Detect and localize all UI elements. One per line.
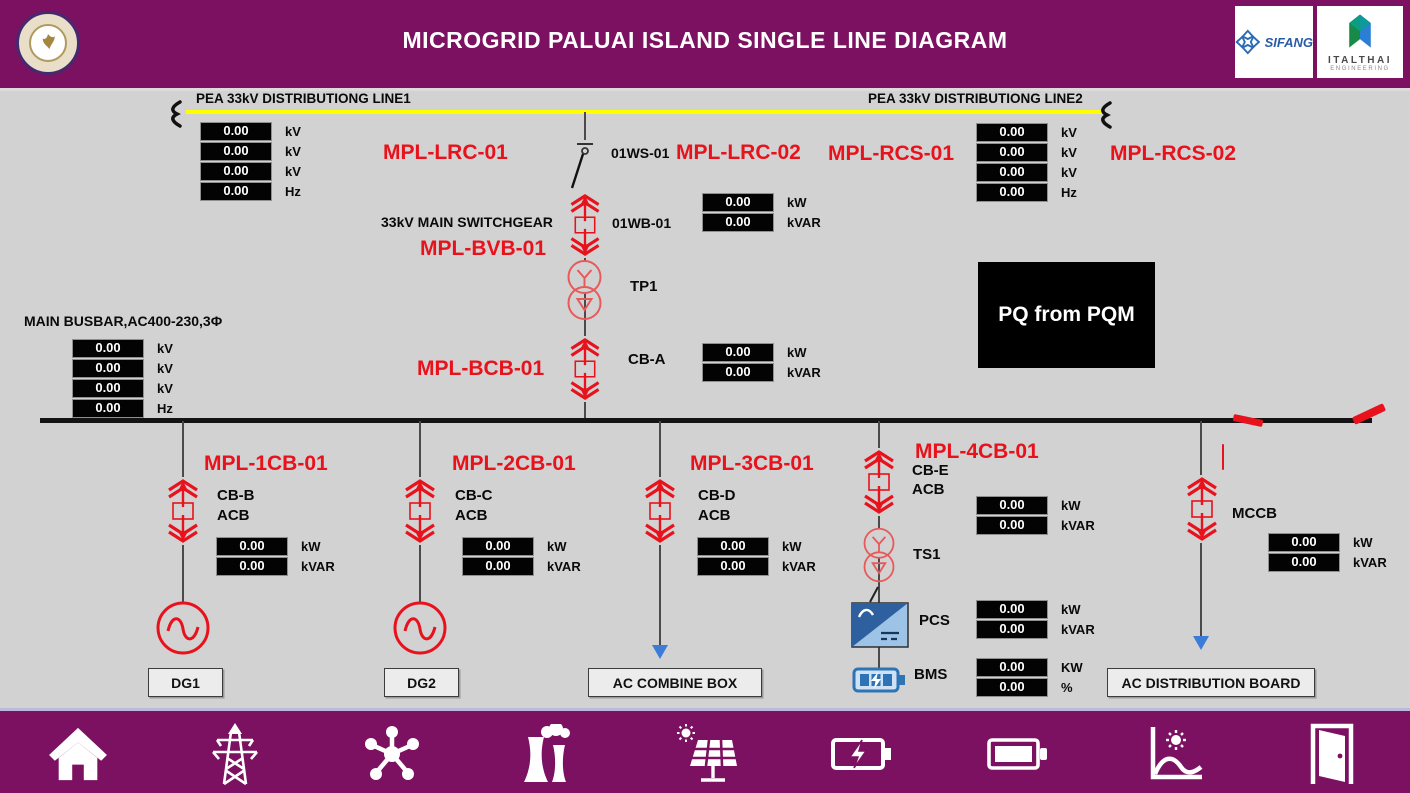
main-busbar [40,418,1372,423]
meter-unit: kV [1061,125,1077,140]
meter-row [976,164,1077,181]
meter-unit: kV [1061,165,1077,180]
meter-row [702,194,821,211]
breaker-cb-c-label: CB-C [455,487,493,504]
breaker-mccb[interactable] [1184,475,1220,543]
tag-mpl-2cb-01: MPL-2CB-01 [452,452,576,475]
exit-door-icon [1306,723,1358,785]
meter-row [976,497,1095,514]
generator-dg2[interactable] [392,600,448,656]
pea-line1-label: PEA 33kV DISTRIBUTIONG LINE1 [196,91,411,106]
meter-unit: kW [1353,535,1373,550]
solar-panel-icon [673,723,737,785]
disconnector-01ws-01[interactable] [566,140,604,192]
breaker-cb-a[interactable] [567,336,603,402]
meter-row [976,144,1077,161]
meter-row [462,538,581,555]
breaker-cb-b-label: CB-B [217,487,255,504]
header-bar [0,0,1410,91]
meter-row [976,517,1095,534]
meter-unit: Hz [157,401,173,416]
meter-value: 0.00 [462,557,534,576]
transmission-tower-icon [210,722,260,786]
tag-mpl-lrc-01: MPL-LRC-01 [383,141,508,164]
pcs-meters [976,601,1095,638]
busbar-meters [72,340,173,417]
meter-value: 0.00 [697,537,769,556]
meter-row [1268,534,1387,551]
meter-unit: kVAR [547,559,581,574]
meter-row [697,558,816,575]
meter-value: 0.00 [976,123,1048,142]
meter-value: 0.00 [702,363,774,382]
meter-value: 0.00 [200,142,272,161]
meter-value: 0.00 [976,496,1048,515]
meter-value: 0.00 [72,359,144,378]
feeder3-arrow [652,645,668,659]
meter-unit: kW [1061,602,1081,617]
breaker-cb-b-type: ACB [217,507,250,524]
meter-unit: kW [782,539,802,554]
meter-value: 0.00 [976,516,1048,535]
pea-33kv-busbar [186,110,1104,114]
meter-unit: kVAR [787,215,821,230]
meter-unit: kV [157,361,173,376]
meter-value: 0.00 [1268,553,1340,572]
nav-network[interactable] [349,718,435,790]
meter-value: 0.00 [702,213,774,232]
tag-mpl-lrc-02: MPL-LRC-02 [676,141,801,164]
meter-row [216,558,335,575]
meter-unit: kVAR [301,559,335,574]
meter-value: 0.00 [72,399,144,418]
meter-value: 0.00 [976,163,1048,182]
breaker-cb-d[interactable] [642,477,678,545]
meter-row [702,214,821,231]
breaker-cb-d-type: ACB [698,507,731,524]
meter-value: 0.00 [702,343,774,362]
meter-row [200,123,301,140]
bottom-nav-bar [0,708,1410,793]
transformer-ts1[interactable] [860,526,898,584]
page-title: MICROGRID PALUAI ISLAND SINGLE LINE DIAGRAM [402,27,1008,53]
italthai-label: ITALTHAI [1327,54,1393,66]
meter-unit: kW [787,195,807,210]
nav-battery-charging[interactable] [819,718,905,790]
meter-row [200,183,301,200]
tag-mpl-bvb-01: MPL-BVB-01 [420,237,547,260]
meter-row [216,538,335,555]
battery-charging-icon [831,732,893,776]
nav-power-plant[interactable] [505,718,591,790]
home-icon [47,726,109,782]
meter-value: 0.00 [976,600,1048,619]
terminal-ac-combine-box: AC COMBINE BOX [588,668,762,697]
generator-dg1[interactable] [155,600,211,656]
pq-from-pqm-box: PQ from PQM [978,262,1155,368]
meter-unit: kW [547,539,567,554]
feeder3-meters [697,538,816,575]
meter-value: 0.00 [216,537,288,556]
meter-unit: kW [787,345,807,360]
italthai-mark-icon [1343,13,1377,53]
line2-meters [976,124,1077,201]
nav-solar[interactable] [662,718,748,790]
busbar-red-mark-1 [1233,414,1264,427]
nav-exit[interactable] [1289,718,1375,790]
main-busbar-label: MAIN BUSBAR,AC400-230,3Φ [24,313,223,329]
pea-line2-label: PEA 33kV DISTRIBUTIONG LINE2 [868,91,1083,106]
meter-row [1268,554,1387,571]
sifang-label: SIFANG [1264,34,1313,50]
meter-unit: kVAR [782,559,816,574]
busbar-red-tick [1222,444,1224,470]
italthai-logo [1317,6,1403,78]
meter-row [976,124,1077,141]
meter-row [72,380,173,397]
meter-row [702,344,821,361]
feeder1-meters [216,538,335,575]
breaker-01wb-01[interactable] [567,192,603,258]
switchgear-label: 33kV MAIN SWITCHGEAR [381,214,553,230]
meter-row [200,163,301,180]
meter-value: 0.00 [72,379,144,398]
meter-value: 0.00 [976,678,1048,697]
meter-value: 0.00 [200,162,272,181]
transformer-ts1-label: TS1 [913,546,941,563]
transformer-tp1[interactable] [562,258,607,322]
nav-pv-forecast[interactable] [1132,718,1218,790]
meter-unit: kW [1061,498,1081,513]
bms-label: BMS [914,666,948,683]
line1-meters [200,123,301,200]
meter-value: 0.00 [216,557,288,576]
meter-value: 0.00 [976,183,1048,202]
line-break-symbol-right [1098,101,1114,129]
forecast-chart-icon [1145,725,1205,783]
meter-value: 0.00 [976,658,1048,677]
feeder5-meters [1268,534,1387,571]
meter-row [976,184,1077,201]
transformer-tp1-label: TP1 [630,278,658,295]
meter-value: 0.00 [702,193,774,212]
meter-unit: kW [301,539,321,554]
meter-unit: kV [285,164,301,179]
bms-meters [976,659,1083,696]
meter-unit: Hz [285,184,301,199]
terminal-dg2: DG2 [384,668,459,697]
feeder5-arrow [1193,636,1209,650]
pcs-label: PCS [919,612,950,629]
meter-unit: kV [157,381,173,396]
meter-unit: KW [1061,660,1083,675]
meter-unit: kVAR [1061,622,1095,637]
breaker-cb-c-type: ACB [455,507,488,524]
cbe-meters [976,497,1095,534]
tag-mpl-rcs-01: MPL-RCS-01 [828,142,955,165]
meter-value: 0.00 [200,182,272,201]
sifang-diamond-icon [1235,29,1261,55]
meter-row [697,538,816,555]
meter-value: 0.00 [72,339,144,358]
meter-row [72,340,173,357]
nav-transmission-tower[interactable] [192,718,278,790]
network-hub-icon [363,725,421,783]
nav-home[interactable] [35,718,121,790]
meter-value: 0.00 [976,620,1048,639]
breaker-cb-d-label: CB-D [698,487,736,504]
battery-icon [987,735,1049,773]
meter-unit: kV [157,341,173,356]
breaker-01wb-label: 01WB-01 [612,215,672,231]
cba-meters [702,344,821,381]
wb-meters [702,194,821,231]
meter-unit: kVAR [787,365,821,380]
meter-value: 0.00 [697,557,769,576]
meter-value: 0.00 [462,537,534,556]
breaker-cb-e-label: CB-E [912,462,949,479]
meter-unit: % [1061,680,1073,695]
meter-unit: kV [285,124,301,139]
disconnector-label: 01WS-01 [611,145,670,161]
breaker-cb-c[interactable] [402,477,438,545]
line-break-symbol-left [168,100,184,128]
meter-row [976,601,1095,618]
tag-mpl-3cb-01: MPL-3CB-01 [690,452,814,475]
tag-mpl-bcb-01: MPL-BCB-01 [417,357,545,380]
bms-battery[interactable] [852,664,908,694]
meter-row [702,364,821,381]
terminal-dg1: DG1 [148,668,223,697]
meter-row [72,360,173,377]
meter-row [200,143,301,160]
pcs-converter[interactable] [851,602,909,648]
breaker-mccb-label: MCCB [1232,505,1277,522]
meter-value: 0.00 [976,143,1048,162]
breaker-cb-e-type: ACB [912,481,945,498]
breaker-cb-b[interactable] [165,477,201,545]
feeder2-meters [462,538,581,575]
breaker-cb-a-label: CB-A [628,351,666,368]
tag-mpl-1cb-01: MPL-1CB-01 [204,452,328,475]
tag-mpl-4cb-01: MPL-4CB-01 [915,440,1039,463]
meter-value: 0.00 [200,122,272,141]
meter-unit: Hz [1061,185,1077,200]
sifang-logo [1235,6,1313,78]
meter-row [72,400,173,417]
tag-mpl-rcs-02: MPL-RCS-02 [1110,142,1237,165]
meter-unit: kVAR [1061,518,1095,533]
terminal-ac-distribution-board: AC DISTRIBUTION BOARD [1107,668,1315,697]
power-plant-icon [516,724,580,784]
meter-unit: kVAR [1353,555,1387,570]
meter-row [976,621,1095,638]
breaker-cb-e[interactable] [861,448,897,516]
nav-battery-status[interactable] [975,718,1061,790]
meter-value: 0.00 [1268,533,1340,552]
italthai-sub-label: ENGINEERING [1330,65,1390,72]
meter-row [462,558,581,575]
meter-row [976,659,1083,676]
meter-unit: kV [1061,145,1077,160]
meter-unit: kV [285,144,301,159]
meter-row [976,679,1083,696]
